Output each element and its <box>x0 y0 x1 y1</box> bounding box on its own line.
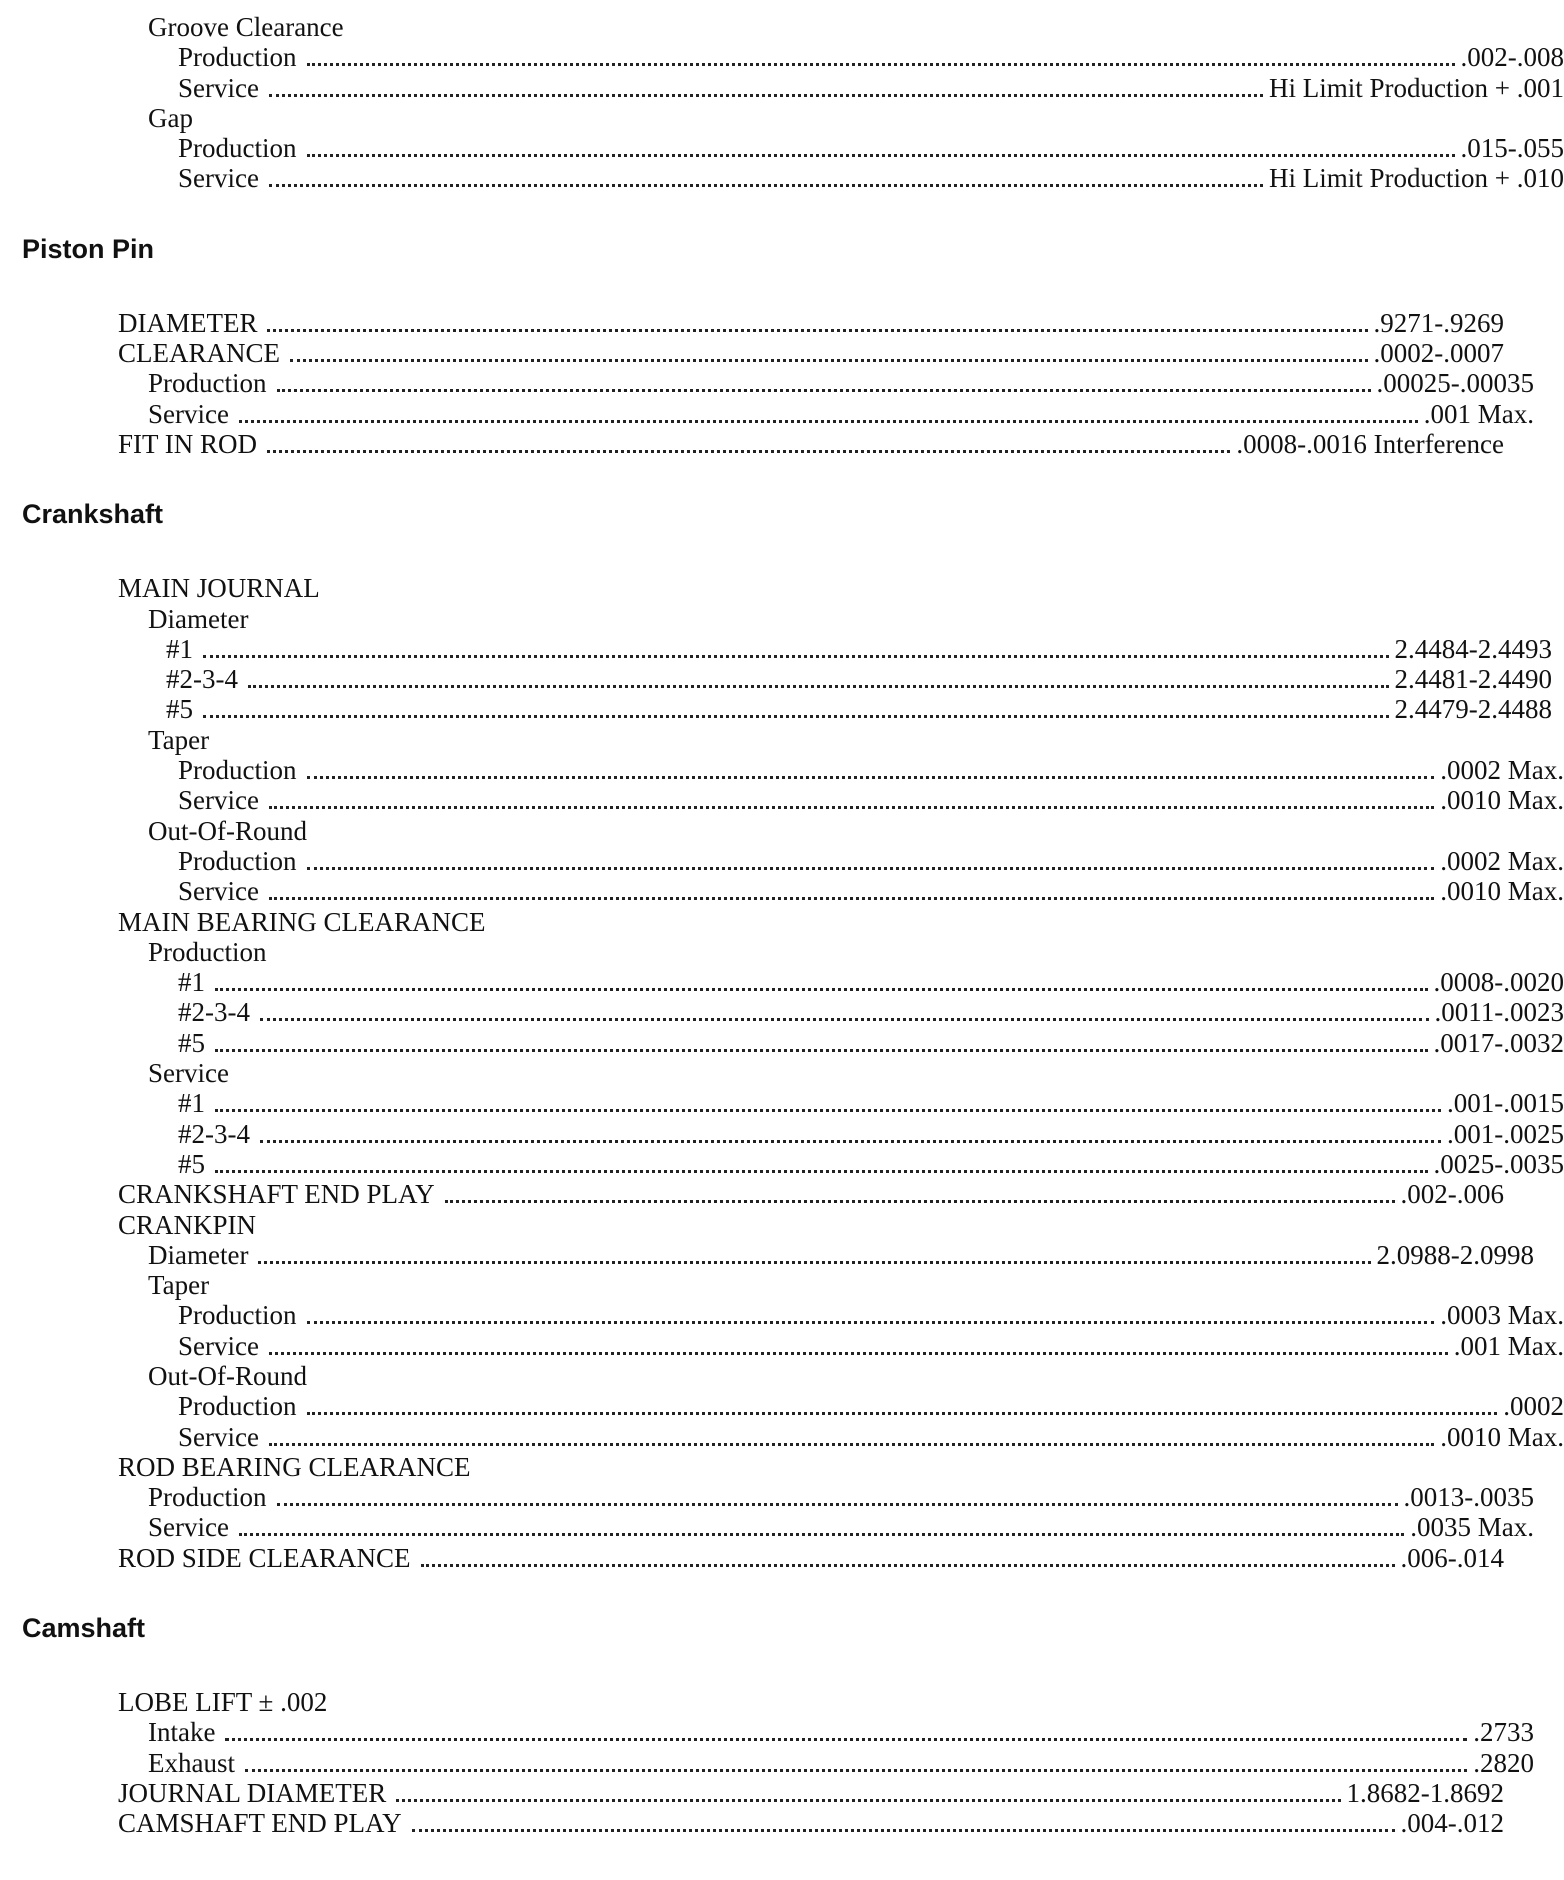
spec-row-crankshaft-end-play <box>0 1179 1504 1209</box>
spec-label: CAMSHAFT END PLAY <box>118 1808 402 1839</box>
dot-leader <box>396 1794 1340 1802</box>
dot-leader <box>269 1347 1448 1355</box>
spec-label: ROD BEARING CLEARANCE <box>118 1451 471 1482</box>
dot-leader <box>269 801 1434 809</box>
spec-value: .0035 Max. <box>1410 1512 1534 1543</box>
section-camshaft <box>0 1573 1534 1839</box>
spec-label: Diameter <box>148 603 249 634</box>
spec-value: .0003 Max. <box>1440 1300 1564 1331</box>
spec-label: Production <box>178 755 297 786</box>
spec-row-service <box>0 1512 1534 1542</box>
dot-leader <box>215 1104 1441 1112</box>
spec-row-production <box>0 1482 1534 1512</box>
spec-label: #1 <box>166 633 193 664</box>
spec-row-crankpin <box>0 1210 1504 1240</box>
spec-value: 2.4484-2.4493 <box>1394 633 1552 664</box>
spec-label: Production <box>178 1391 297 1422</box>
spec-label: #2-3-4 <box>178 1118 250 1149</box>
spec-value: .0011-.0023 <box>1434 997 1564 1028</box>
section-title: Camshaft <box>22 1613 146 1644</box>
dot-leader <box>225 1733 1467 1741</box>
spec-value: 2.4479-2.4488 <box>1394 694 1552 725</box>
dot-leader <box>267 445 1230 453</box>
spec-label: Intake <box>148 1717 216 1748</box>
spec-value: .0002 <box>1503 1391 1564 1422</box>
spec-row-out-of-round <box>0 816 1534 846</box>
spec-label: Service <box>178 163 259 194</box>
spec-label: #1 <box>178 967 205 998</box>
spec-value: .00025-.00035 <box>1376 368 1534 399</box>
spec-value: .004-.012 <box>1400 1808 1504 1839</box>
spec-label: Service <box>148 1512 229 1543</box>
spec-label: Groove Clearance <box>148 12 344 42</box>
spec-row-main-journal <box>0 573 1504 603</box>
dot-leader <box>248 680 1389 688</box>
spec-value: .002-.008 <box>1460 42 1564 73</box>
dot-leader <box>215 983 1428 991</box>
section-piston-pin <box>0 194 1534 459</box>
spec-value: .2820 <box>1473 1747 1534 1778</box>
dot-leader <box>269 892 1434 900</box>
spec-label: CRANKPIN <box>118 1209 257 1240</box>
spec-row-production <box>0 846 1564 876</box>
spec-value: .0025-.0035 <box>1433 1148 1564 1179</box>
dot-leader <box>277 1498 1398 1506</box>
dot-leader <box>307 1316 1435 1324</box>
dot-leader <box>307 771 1435 779</box>
spec-row-2-3-4 <box>0 997 1564 1027</box>
dot-leader <box>203 710 1389 718</box>
spec-label: Service <box>178 876 259 907</box>
dot-leader <box>269 1438 1434 1446</box>
spec-value: .001 Max. <box>1423 398 1534 429</box>
spec-row-lobe-lift-002 <box>0 1687 1504 1717</box>
spec-row-production <box>0 755 1564 785</box>
spec-value: Hi Limit Production + .010 <box>1269 163 1564 194</box>
spec-value: 2.0988-2.0998 <box>1376 1239 1534 1270</box>
spec-label: #2-3-4 <box>166 664 238 695</box>
spec-document <box>0 12 1564 1839</box>
spec-row-service <box>0 1058 1534 1088</box>
spec-label: Service <box>178 72 259 103</box>
spec-row-service <box>0 876 1564 906</box>
spec-value: .0008-.0020 <box>1433 967 1564 998</box>
spec-label: Taper <box>148 1270 210 1301</box>
dot-leader <box>215 1165 1428 1173</box>
spec-value: .0013-.0035 <box>1403 1482 1534 1513</box>
spec-row-diameter <box>0 308 1504 338</box>
spec-value: .2733 <box>1473 1717 1534 1748</box>
spec-label: Production <box>148 936 267 967</box>
spec-label: Out-Of-Round <box>148 1360 307 1391</box>
spec-label: ROD SIDE CLEARANCE <box>118 1542 411 1573</box>
dot-leader <box>290 354 1368 362</box>
dot-leader <box>239 415 1418 423</box>
spec-row-production <box>0 937 1534 967</box>
spec-label: Service <box>178 1330 259 1361</box>
spec-label: DIAMETER <box>118 307 258 338</box>
spec-row-camshaft-end-play <box>0 1808 1504 1838</box>
spec-label: #5 <box>178 1027 205 1058</box>
spec-value: .9271-.9269 <box>1373 307 1504 338</box>
spec-value: 2.4481-2.4490 <box>1394 664 1552 695</box>
dot-leader <box>269 89 1263 97</box>
spec-value: .0002-.0007 <box>1373 338 1504 369</box>
section-crankshaft <box>0 459 1564 1573</box>
spec-label: JOURNAL DIAMETER <box>118 1777 387 1808</box>
dot-leader <box>260 1013 1429 1021</box>
spec-row-5 <box>0 1028 1564 1058</box>
spec-row-gap <box>0 103 1534 133</box>
spec-label: CLEARANCE <box>118 338 280 369</box>
spec-label: Service <box>148 398 229 429</box>
spec-label: Exhaust <box>148 1747 235 1778</box>
spec-label: CRANKSHAFT END PLAY <box>118 1179 435 1210</box>
spec-row-service <box>0 785 1564 815</box>
spec-label: Gap <box>148 102 193 133</box>
spec-label: LOBE LIFT ± .002 <box>118 1687 328 1718</box>
spec-value: Hi Limit Production + .001 <box>1269 72 1564 103</box>
spec-row-taper <box>0 1270 1534 1300</box>
dot-leader <box>307 149 1455 157</box>
spec-row-intake <box>0 1717 1534 1747</box>
spec-value: .0010 Max. <box>1440 1421 1564 1452</box>
spec-value: .001-.0025 <box>1447 1118 1564 1149</box>
spec-row-1 <box>0 1088 1564 1118</box>
dot-leader <box>307 58 1455 66</box>
section-title: Crankshaft <box>22 499 164 530</box>
spec-row-production <box>0 1300 1564 1330</box>
spec-label: Production <box>178 133 297 164</box>
spec-label: #2-3-4 <box>178 997 250 1028</box>
dot-leader <box>260 1135 1441 1143</box>
dot-leader <box>215 1044 1428 1052</box>
spec-value: .0002 Max. <box>1440 845 1564 876</box>
spec-row-production <box>0 1391 1564 1421</box>
spec-label: Service <box>148 1058 229 1089</box>
spec-row-taper <box>0 725 1534 755</box>
intro-block <box>0 12 1564 194</box>
spec-value: .0008-.0016 Interference <box>1236 428 1504 459</box>
dot-leader <box>421 1559 1395 1567</box>
spec-row-2-3-4 <box>0 664 1552 694</box>
dot-leader <box>258 1256 1370 1264</box>
spec-row-production <box>0 368 1534 398</box>
spec-value: .001-.0015 <box>1447 1088 1564 1119</box>
spec-row-journal-diameter <box>0 1778 1504 1808</box>
dot-leader <box>277 384 1371 392</box>
spec-value: .015-.055 <box>1460 133 1564 164</box>
spec-value: .006-.014 <box>1400 1542 1504 1573</box>
dot-leader <box>412 1824 1395 1832</box>
spec-row-groove-clearance <box>0 12 1534 42</box>
spec-row-rod-bearing-clearance <box>0 1452 1504 1482</box>
spec-value: .0017-.0032 <box>1433 1027 1564 1058</box>
spec-row-diameter <box>0 1240 1534 1270</box>
spec-label: Production <box>178 845 297 876</box>
spec-label: #5 <box>178 1148 205 1179</box>
spec-row-exhaust <box>0 1748 1534 1778</box>
spec-row-production <box>0 42 1564 72</box>
spec-label: #1 <box>178 1088 205 1119</box>
spec-label: MAIN BEARING CLEARANCE <box>118 906 486 937</box>
spec-label: MAIN JOURNAL <box>118 573 320 604</box>
dot-leader <box>445 1195 1395 1203</box>
spec-row-1 <box>0 634 1552 664</box>
dot-leader <box>239 1528 1404 1536</box>
sections-container <box>0 194 1564 1839</box>
spec-row-diameter <box>0 604 1534 634</box>
spec-label: FIT IN ROD <box>118 428 258 459</box>
spec-row-fit-in-rod <box>0 429 1504 459</box>
spec-row-service <box>0 1331 1564 1361</box>
spec-row-production <box>0 133 1564 163</box>
spec-label: Taper <box>148 724 210 755</box>
spec-row-1 <box>0 967 1564 997</box>
section-title: Piston Pin <box>22 233 155 264</box>
spec-row-5 <box>0 694 1552 724</box>
dot-leader <box>269 179 1263 187</box>
spec-row-service <box>0 1422 1564 1452</box>
spec-row-main-bearing-clearance <box>0 907 1504 937</box>
spec-row-service <box>0 399 1534 429</box>
spec-label: Production <box>178 1300 297 1331</box>
spec-row-service <box>0 163 1564 193</box>
dot-leader <box>307 862 1435 870</box>
spec-value: .002-.006 <box>1400 1179 1504 1210</box>
spec-row-rod-side-clearance <box>0 1543 1504 1573</box>
spec-label: Production <box>148 368 267 399</box>
spec-value: 1.8682-1.8692 <box>1346 1777 1504 1808</box>
spec-value: .0002 Max. <box>1440 755 1564 786</box>
spec-label: Out-Of-Round <box>148 815 307 846</box>
spec-label: #5 <box>166 694 193 725</box>
spec-value: .001 Max. <box>1453 1330 1564 1361</box>
spec-label: Production <box>148 1482 267 1513</box>
spec-row-out-of-round <box>0 1361 1534 1391</box>
spec-label: Service <box>178 1421 259 1452</box>
spec-value: .0010 Max. <box>1440 785 1564 816</box>
spec-row-2-3-4 <box>0 1119 1564 1149</box>
spec-label: Production <box>178 42 297 73</box>
spec-row-5 <box>0 1149 1564 1179</box>
spec-label: Diameter <box>148 1239 249 1270</box>
spec-label: Service <box>178 785 259 816</box>
dot-leader <box>307 1407 1498 1415</box>
spec-value: .0010 Max. <box>1440 876 1564 907</box>
dot-leader <box>267 324 1367 332</box>
spec-row-service <box>0 73 1564 103</box>
spec-row-clearance <box>0 338 1504 368</box>
dot-leader <box>245 1764 1467 1772</box>
dot-leader <box>203 650 1389 658</box>
